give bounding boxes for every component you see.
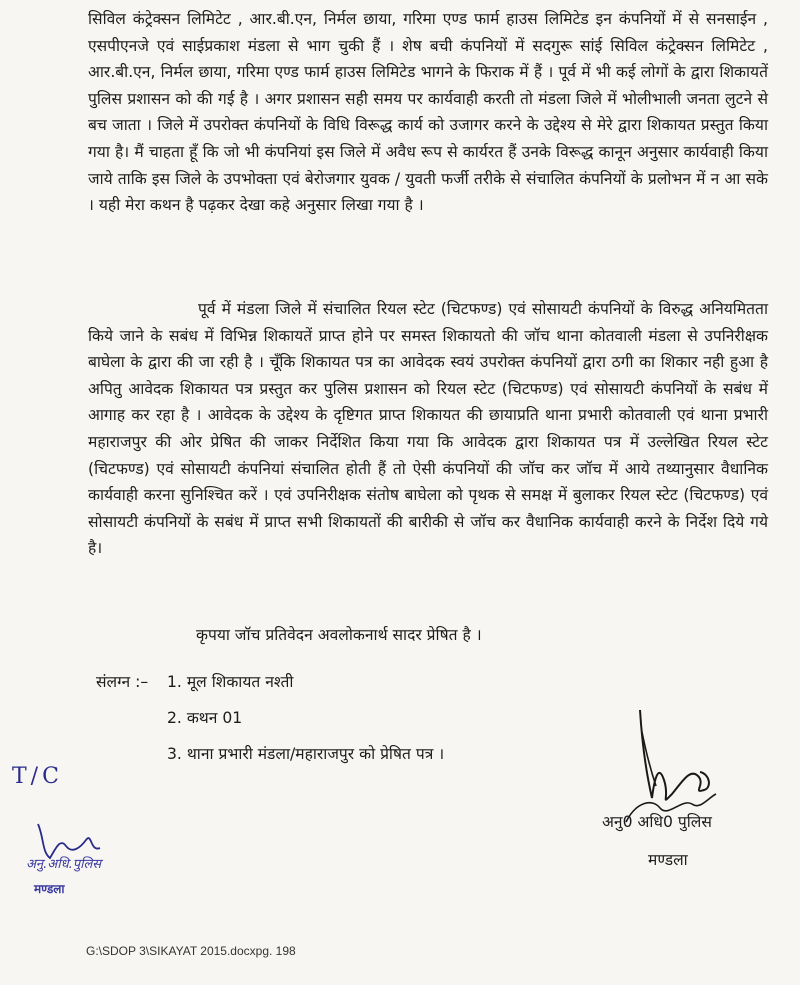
attachment-item-1: 1. मूल शिकायत नश्ती [167,673,294,691]
signature-title: अनु0 अधि0 पुलिस [602,813,712,831]
signature-place: मण्डला [648,851,688,869]
body-paragraph-2: पूर्व में मंडला जिले में संचालित रियल स्टेट (चिटफण्ड) एवं सोसायटी कंपनियों के विरुद्ध अनियमितता किये जाने के सबंध में विभिन्न शिकायतें प्राप्त होने पर समस्त शिकायतो की जॉच थाना कोतवाली मंडला से उपनिरीक्षक बाघेला के द्वारा की जा रही है । चूँकि शिकायत पत्र का आवेदक स्वयं उपरोक्त कंपनियों द्वारा ठगी का शिकार नही हुआ है अपितु आवेदक शिकायत पत्र प्रस्तुत कर पुलिस प्रशासन को रियल स्टेट (चिटफण्ड) एवं सोसायटी कंपनियों के सबंध में आगाह कर रहा है । आवेदक के उद्देश्य के दृष्टिगत प्राप्त शिकायत की छायाप्रति थाना प्रभारी कोतवाली एवं थाना प्रभारी महाराजपुर की ओर प्रेषित की जाकर निर्देशित किया गया कि आवेदक द्वारा शिकायत पत्र में उल्लेखित रियल स्टेट (चिटफण्ड) एवं सोसायटी कंपनियां संचालित होती हैं तो ऐसी कंपनियों की जॉच कर जॉच में आये तथ्यानुसार वैधानिक कार्यवाही करना सुनिश्चित करें । एवं उपनिरीक्षक संतोष बाघेला को पृथक से समक्ष में बुलाकर रियल स्टेट (चिटफण्ड) एवं सोसायटी कंपनियों के सबंध में प्राप्त सभी शिकायतों की बारीकी से जॉच कर वैधानिक कार्यवाही करने के निर्देश दिये गये है। [88,300,768,558]
body-paragraph-1: सिविल कंट्रेक्सन लिमिटेट , आर.बी.एन, निर्मल छाया, गरिमा एण्ड फार्म हाउस लिमिटेड इन कंपनियों में से सनसाईन , एसपीएनजे एवं साईप्रकाश मंडला से भाग चुकी हैं । शेष बची कंपनियों में सदगुरू सांई सिविल कंट्रेक्सन लिमिटेट , आर.बी.एन, निर्मल छाया, गरिमा एण्ड फार्म हाउस लिमिटेड भागने के फिराक में हैं । पूर्व में भी कई लोगों के द्वारा शिकायतें पुलिस प्रशासन को की गई है । अगर प्रशासन सही समय पर कार्यवाही करती तो मंडला जिले में भोलीभाली जनता लुटने से बच जाता । जिले में उपरोक्त कंपनियों के विधि विरूद्ध कार्य को उजागर करने के उद्देश्य से मेरे द्वारा शिकायत प्रस्तुत किया गया है। मैं चाहता हूँ कि जो भी कंपनियां इस जिले में अवैध रूप से कार्यरत हैं उनके विरूद्ध कानून अनुसार कार्यवाही किया जाये ताकि इस जिले के उपभोक्ता एवं बेरोजगार युवक / युवती फर्जी तरीके से संचालित कंपनियों के प्रलोभन में न आ सके । यही मेरा कथन है पढ़कर देखा कहे अनुसार लिखा गया है । [88,10,768,215]
attachments-label: संलग्न :– [96,673,149,691]
file-path-footer: G:\SDOP 3\SIKAYAT 2015.docxpg. 198 [86,944,296,958]
stamp-title: अनु.अधि.पुलिस [26,857,102,872]
closing-line: कृपया जॉच प्रतिवेदन अवलोकनार्थ सादर प्रेषित है । [196,626,482,644]
attachment-item-3: 3. थाना प्रभारी मंडला/महाराजपुर को प्रेषित पत्र । [167,745,445,763]
attachment-item-2: 2. कथन 01 [167,709,243,727]
tc-mark: T/C [12,764,63,789]
stamp-place: मण्डला [34,882,65,896]
